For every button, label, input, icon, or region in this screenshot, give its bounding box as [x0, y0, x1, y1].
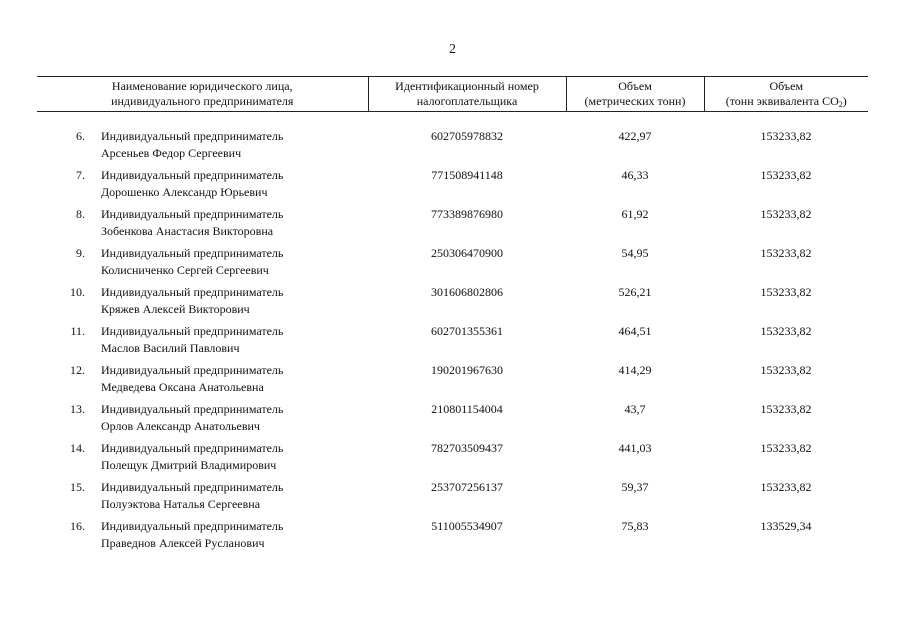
entity-type: Индивидуальный предприниматель [101, 441, 284, 455]
entity-type: Индивидуальный предприниматель [101, 402, 284, 416]
row-inn: 210801154004 [431, 402, 503, 416]
person-name: Полещук Дмитрий Владимирович [101, 458, 277, 472]
row-inn: 250306470900 [431, 246, 503, 260]
person-name: Дорошенко Александр Юрьевич [101, 185, 268, 199]
row-number: 13. [70, 402, 85, 416]
person-name: Кряжев Алексей Викторович [101, 302, 250, 316]
row-entity [37, 284, 368, 323]
person-name: Маслов Василий Павлович [101, 341, 240, 355]
row-volume-co2: 153233,82 [760, 441, 812, 455]
row-volume-tons: 46,33 [621, 168, 649, 182]
row-number: 14. [70, 441, 85, 455]
row-number: 9. [76, 246, 85, 260]
row-volume-tons: 54,95 [621, 246, 649, 260]
row-entity [37, 518, 368, 557]
row-number: 8. [76, 207, 85, 221]
row-name [97, 362, 368, 396]
row-inn: 602705978832 [431, 129, 503, 143]
row-name [97, 167, 368, 201]
table-row [37, 167, 868, 206]
header-volume-co2: Объем (тонн эквивалента $CO_2$) [704, 77, 868, 112]
row-entity [37, 401, 368, 440]
table-header-row [37, 77, 868, 112]
entity-type: Индивидуальный предприниматель [101, 207, 284, 221]
registry-table [37, 76, 868, 557]
table-row [37, 284, 868, 323]
row-volume-co2: 153233,82 [760, 480, 812, 494]
table-row [37, 479, 868, 518]
row-volume-co2: 153233,82 [760, 363, 812, 377]
row-entity [37, 479, 368, 518]
row-inn: 782703509437 [431, 441, 503, 455]
row-volume-co2: 153233,82 [760, 246, 812, 260]
row-number: 11. [70, 324, 85, 338]
row-volume-co2: 153233,82 [760, 168, 812, 182]
row-volume-tons: 59,37 [621, 480, 649, 494]
row-volume-co2: 153233,82 [760, 402, 812, 416]
header-inn: Идентификационный номер налогоплательщика [368, 77, 566, 112]
row-volume-co2: 153233,82 [760, 129, 812, 143]
person-name: Колисниченко Сергей Сергеевич [101, 263, 269, 277]
entity-type: Индивидуальный предприниматель [101, 480, 284, 494]
row-volume-tons: 526,21 [618, 285, 652, 299]
person-name: Полуэктова Наталья Сергеевна [101, 497, 261, 511]
row-volume-tons: 441,03 [618, 441, 652, 455]
row-name [97, 518, 368, 552]
row-inn: 511005534907 [431, 519, 503, 533]
table-row [37, 362, 868, 401]
entity-type: Индивидуальный предприниматель [101, 363, 284, 377]
table-row [37, 323, 868, 362]
row-volume-co2: 153233,82 [760, 285, 812, 299]
row-number: 12. [70, 363, 85, 377]
row-entity [37, 362, 368, 401]
person-name: Арсеньев Федор Сергеевич [101, 146, 242, 160]
table-row [37, 440, 868, 479]
table-row [37, 128, 868, 167]
header-volume-tons: Объем (метрических тонн) [566, 77, 704, 112]
table-row [37, 206, 868, 245]
entity-type: Индивидуальный предприниматель [101, 519, 284, 533]
table-row [37, 518, 868, 557]
entity-type: Индивидуальный предприниматель [101, 285, 284, 299]
row-entity [37, 440, 368, 479]
row-volume-co2: 153233,82 [760, 324, 812, 338]
row-volume-tons: 422,97 [618, 129, 652, 143]
row-name [97, 128, 368, 162]
person-name: Зобенкова Анастасия Викторовна [101, 224, 274, 238]
header-name: Наименование юридического лица, индивидуального предпринимателя [37, 77, 368, 112]
row-entity [37, 206, 368, 245]
row-volume-co2: 153233,82 [760, 207, 812, 221]
person-name: Праведнов Алексей Русланович [101, 536, 265, 550]
row-name [97, 206, 368, 240]
row-number: 16. [70, 519, 85, 533]
row-volume-tons: 75,83 [621, 519, 649, 533]
row-entity [37, 167, 368, 206]
entity-type: Индивидуальный предприниматель [101, 324, 284, 338]
row-inn: 773389876980 [431, 207, 503, 221]
row-entity [37, 128, 368, 167]
entity-type: Индивидуальный предприниматель [101, 168, 284, 182]
row-inn: 190201967630 [431, 363, 503, 377]
row-volume-tons: 61,92 [621, 207, 649, 221]
row-volume-co2: 133529,34 [760, 519, 812, 533]
row-name [97, 479, 368, 513]
row-number: 6. [76, 129, 85, 143]
row-name [97, 323, 368, 357]
row-name [97, 245, 368, 279]
row-name [97, 401, 368, 435]
page-number: 2 [449, 42, 456, 57]
entity-type: Индивидуальный предприниматель [101, 129, 284, 143]
table-row [37, 245, 868, 284]
table-row [37, 401, 868, 440]
row-number: 15. [70, 480, 85, 494]
person-name: Медведева Оксана Анатольевна [101, 380, 264, 394]
person-name: Орлов Александр Анатольевич [101, 419, 260, 433]
row-volume-tons: 414,29 [618, 363, 652, 377]
row-inn: 771508941148 [431, 168, 503, 182]
row-number: 10. [70, 285, 85, 299]
row-entity [37, 323, 368, 362]
row-inn: 253707256137 [431, 480, 503, 494]
row-inn: 301606802806 [431, 285, 503, 299]
entity-type: Индивидуальный предприниматель [101, 246, 284, 260]
row-name [97, 440, 368, 474]
row-volume-tons: 464,51 [618, 324, 652, 338]
row-entity [37, 245, 368, 284]
row-volume-tons: 43,7 [624, 402, 646, 416]
row-name [97, 284, 368, 318]
row-number: 7. [76, 168, 85, 182]
row-inn: 602701355361 [431, 324, 503, 338]
